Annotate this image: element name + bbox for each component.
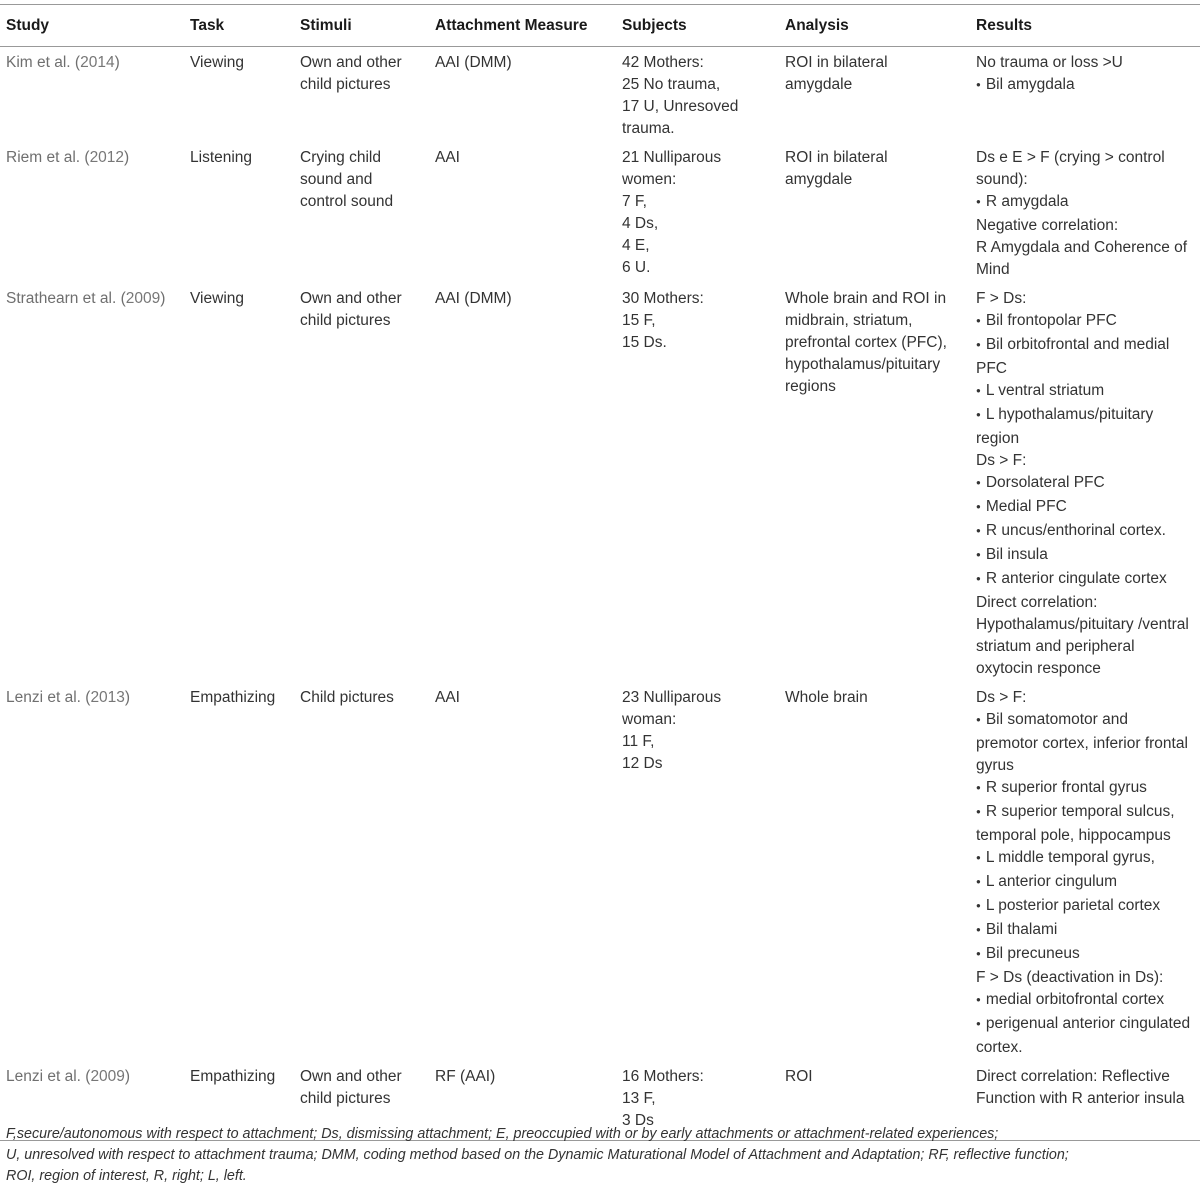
result-bullet-item: ● Bil amygdala [976,74,1194,98]
study-author: Riem et al. ( [6,149,90,166]
table-row [0,142,1200,283]
analysis-line: prefrontal cortex (PFC), [785,334,947,351]
result-bullet-item: ● Bil thalami [976,919,1194,943]
result-bullet-item: ● R amygdala [976,191,1194,215]
study-year-link[interactable]: 2014 [80,54,115,71]
result-bullet-item: ● R superior temporal sulcus, [976,801,1194,825]
study-year-link[interactable]: 2013 [90,689,125,706]
result-line: gyrus [976,757,1014,774]
subjects-cell [616,682,779,1061]
result-bullet-item: ● L hypothalamus/pituitary [976,404,1194,428]
measure-cell: AAI (DMM) [435,54,512,71]
subjects-line: 15 F, [622,312,656,329]
result-line: Hypothalamus/pituitary /ventral [976,616,1189,633]
study-author: Kim et al. ( [6,54,81,71]
table-body [0,47,1200,1141]
study-cell [0,142,184,283]
subjects-line: 16 Mothers: [622,1068,704,1085]
header-row [0,5,1200,47]
subjects-line: woman: [622,711,677,728]
result-line: PFC [976,360,1007,377]
result-bullet-item: ● R anterior cingulate cortex [976,568,1194,592]
result-bullet-item: ● L middle temporal gyrus, [976,847,1194,871]
analysis-cell [779,47,970,143]
result-bullet-item: ● Bil insula [976,544,1194,568]
measure-cell: AAI [435,149,460,166]
result-bullet-item: ● perigenual anterior cingulated [976,1013,1194,1037]
analysis-line: hypothalamus/pituitary [785,356,941,373]
result-line: Ds > F: [976,452,1027,469]
result-bullet-item: ● L anterior cingulum [976,871,1194,895]
footnote-line: U, unresolved with respect to attachment trauma; DMM, coding method based on the Dynamic Maturational Model of Attachment and Adaptation; RF, reflective function; [6,1147,1069,1163]
results-cell [970,142,1200,283]
subjects-line: trauma. [622,120,675,137]
subjects-line: 15 Ds. [622,334,667,351]
result-line: Ds > F: [976,689,1027,706]
footnote-line: ROI, region of interest, R, right; L, left. [6,1168,247,1184]
subjects-line: 21 Nulliparous [622,149,722,166]
stimuli-line: sound and [300,171,373,188]
subjects-line: 4 Ds, [622,215,659,232]
result-line: Direct correlation: Reflective [976,1068,1170,1085]
result-line: F > Ds (deactivation in Ds): [976,969,1164,986]
result-bullet-item: ● L ventral striatum [976,380,1194,404]
table-row [0,283,1200,682]
result-line: cortex. [976,1039,1023,1056]
stimuli-line: Own and other [300,1068,402,1085]
stimuli-line: Own and other [300,290,402,307]
study-author: Strathearn et al. ( [6,290,126,307]
subjects-line: 7 F, [622,193,647,210]
result-line: Function with R anterior insula [976,1090,1185,1107]
analysis-cell [779,142,970,283]
task-cell: Listening [190,149,253,166]
analysis-line: regions [785,378,836,395]
stimuli-line: child pictures [300,1090,391,1107]
subjects-line: 3 Ds [622,1112,654,1129]
result-bullet-item: ● Dorsolateral PFC [976,472,1194,496]
measure-cell: RF (AAI) [429,1061,616,1141]
result-line: premotor cortex, inferior frontal [976,735,1188,752]
analysis-line: ROI in bilateral [785,54,888,71]
result-line: Direct correlation: [976,594,1098,611]
results-cell [970,47,1200,143]
study-close: ) [124,689,131,706]
analysis-line: ROI in bilateral [785,149,888,166]
analysis-line: Whole brain and ROI in [785,290,947,307]
result-line: oxytocin responce [976,660,1101,677]
measure-cell: AAI (DMM) [435,290,512,307]
subjects-cell [616,47,779,143]
analysis-line: amygdale [785,76,853,93]
stimuli-line: child pictures [300,76,391,93]
footnote-line: F,secure/autonomous with respect to attachment; Ds, dismissing attachment; E, preoccupied with or by early attachments or attachment-related experiences; [6,1126,999,1142]
subjects-line: 11 F, [622,733,655,750]
results-cell [970,283,1200,682]
result-line: temporal pole, hippocampus [976,827,1171,844]
task-cell: Empathizing [184,1061,294,1141]
result-bullet-item: ● L posterior parietal cortex [976,895,1194,919]
subjects-line: 12 Ds [622,755,663,772]
stimuli-cell [294,283,429,682]
stimuli-line: control sound [300,193,394,210]
subjects-line: women: [622,171,677,188]
subjects-line: 30 Mothers: [622,290,704,307]
study-author: Lenzi et al. ( [6,1068,91,1085]
study-year-link[interactable]: 2009 [125,290,161,307]
result-bullet-item: ● Bil precuneus [976,943,1194,967]
study-cell [0,682,184,1061]
study-close: ) [124,149,130,166]
column-header: Attachment Measure [429,5,616,47]
study-author: Lenzi et al. ( [6,689,91,706]
subjects-cell [616,142,779,283]
subjects-line: 4 E, [622,237,650,254]
column-header: Task [184,5,294,47]
study-cell [0,47,184,143]
column-header: Subjects [616,5,779,47]
stimuli-line: child pictures [300,312,391,329]
study-close: ) [160,290,166,307]
result-line: Ds e E > F (crying > control [976,149,1165,166]
subjects-line: 23 Nulliparous [622,689,722,706]
result-bullet-item: ● R superior frontal gyrus [976,777,1194,801]
measure-cell: AAI [435,689,460,706]
analysis-line: amygdale [785,171,853,188]
task-cell: Viewing [190,54,245,71]
result-line: No trauma or loss >U [976,54,1123,71]
result-bullet-item: ● Medial PFC [976,496,1194,520]
result-line: region [976,430,1020,447]
study-close: ) [114,54,120,71]
subjects-line: 17 U, Unresoved [622,98,739,115]
study-cell [0,283,184,682]
result-bullet-item: ● medial orbitofrontal cortex [976,989,1194,1013]
column-header: Study [0,5,184,47]
stimuli-cell [294,47,429,143]
result-bullet-item: ● Bil orbitofrontal and medial [976,334,1194,358]
result-line: Negative correlation: [976,217,1119,234]
result-line: striatum and peripheral [976,638,1135,655]
study-year-link[interactable]: 2009 [90,1068,125,1085]
table-row [0,682,1200,1061]
subjects-line: 25 No trauma, [622,76,721,93]
result-line: F > Ds: [976,290,1027,307]
column-header: Analysis [779,5,970,47]
subjects-cell [616,283,779,682]
results-cell [970,682,1200,1061]
analysis-cell [779,283,970,682]
subjects-line: 42 Mothers: [622,54,704,71]
subjects-line: 13 F, [622,1090,656,1107]
task-cell: Viewing [190,290,245,307]
stimuli-cell [294,682,429,1061]
analysis-line: ROI [785,1068,813,1085]
result-bullet-item: ● Bil frontopolar PFC [976,310,1194,334]
table-row [0,47,1200,143]
study-year-link[interactable]: 2012 [89,149,125,166]
result-bullet-item: ● R uncus/enthorinal cortex. [976,520,1194,544]
analysis-line: Whole brain [785,689,868,706]
stimuli-cell [294,142,429,283]
stimuli-line: Crying child [300,149,381,166]
task-cell: Empathizing [190,689,276,706]
table-footnote [6,1124,1192,1187]
result-bullet-item: ● Bil somatomotor and [976,709,1194,733]
column-header: Results [970,5,1200,47]
stimuli-line: Child pictures [300,689,394,706]
analysis-line: midbrain, striatum, [785,312,913,329]
result-line: sound): [976,171,1028,188]
result-line: Mind [976,261,1010,278]
subjects-line: 6 U. [622,259,651,276]
column-header: Stimuli [294,5,429,47]
study-close: ) [124,1068,131,1085]
result-line: R Amygdala and Coherence of [976,239,1188,256]
studies-table [0,4,1200,1141]
stimuli-line: Own and other [300,54,402,71]
analysis-cell [779,682,970,1061]
